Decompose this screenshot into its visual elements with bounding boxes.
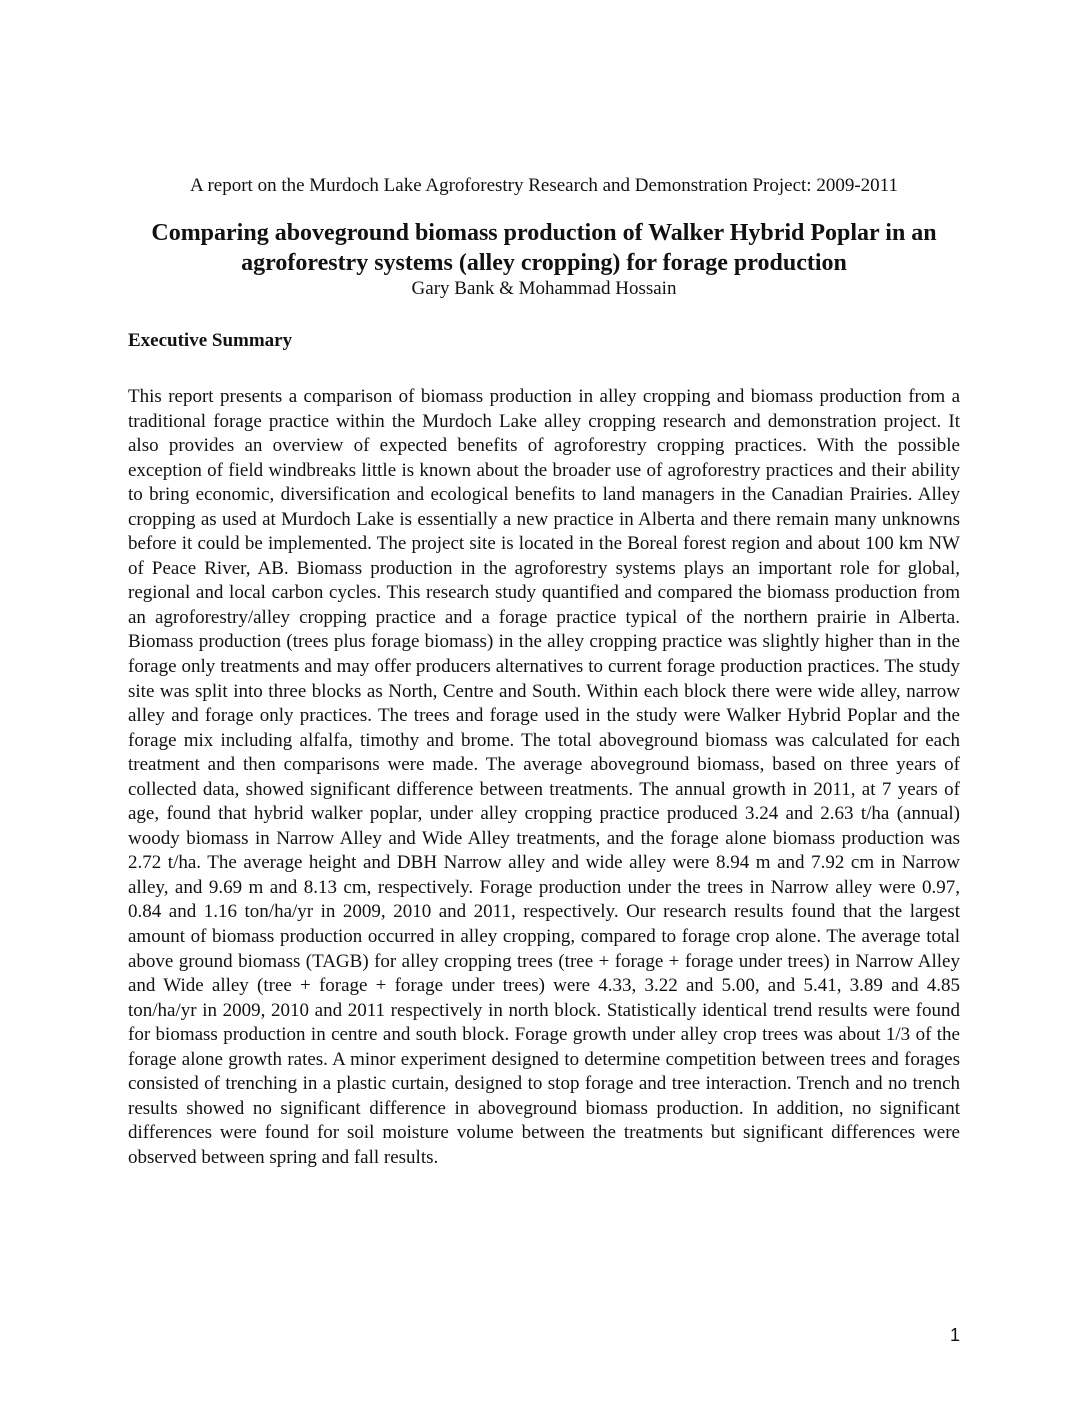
section-heading: Executive Summary [128, 330, 293, 351]
executive-summary-paragraph: This report presents a comparison of biomass production in alley cropping and biomass production from a traditional forage practice within the Murdoch Lake alley cropping research and demonstration project. It also provides an overview of expected benefits of agroforestry cropping practices. With the possible exception of field windbreaks little is known about the broader use of agroforestry practices and their ability to bring economic, diversification and ecological benefits to land managers in the Canadian Prairies. Alley cropping as used at Murdoch Lake is essentially a new practice in Alberta and there remain many unknowns before it could be implemented. The project site is located in the Boreal forest region and about 100 km NW of Peace River, AB. Biomass production in the agroforestry systems plays an important role for global, regional and local carbon cycles. This research study quantified and compared the biomass production from an agroforestry/alley cropping practice and a forage practice typical of the northern prairie in Alberta. Biomass production (trees plus forage biomass) in the alley cropping practice was slightly higher than in the forage only treatments and may offer producers alternatives to current forage production practices. The study site was split into three blocks as North, Centre and South. Within each block there were wide alley, narrow alley and forage only practices. The trees and forage used in the study were Walker Hybrid Poplar and the forage mix including alfalfa, timothy and brome. The total aboveground biomass was calculated for each treatment and then comparisons were made. The average aboveground biomass, based on three years of collected data, showed significant difference between treatments. The annual growth in 2011, at 7 years of age, found that hybrid walker poplar, under alley cropping practice produced 3.24 and 2.63 t/ha (annual) woody biomass in Narrow Alley and Wide Alley treatments, and the forage alone biomass production was 2.72 t/ha. The average height and DBH Narrow alley and wide alley were 8.94 m and 7.92 cm in Narrow alley, and 9.69 m and 8.13 cm, respectively. Forage production under the trees in Narrow alley were 0.97, 0.84 and 1.16 ton/ha/yr in 2009, 2010 and 2011, respectively. Our research results found that the largest amount of biomass production occurred in alley cropping, compared to forage crop alone. The average total above ground biomass (TAGB) for alley cropping trees (tree + forage + forage under trees) in Narrow Alley and Wide alley (tree + forage + forage under trees) were 4.33, 3.22 and 5.00, and 5.41, 3.89 and 4.85 ton/ha/yr in 2009, 2010 and 2011 respectively in north block. Statistically identical trend results were found for biomass production in centre and south block. Forage growth under alley crop trees was about 1/3 of the forage alone growth rates. A minor experiment designed to determine competition between trees and forages consisted of trenching in a plastic curtain, designed to stop forage and tree interaction. Trench and no trench results showed no significant difference in aboveground biomass production. In addition, no significant differences were found for soil moisture volume between the treatments but significant differences were observed between spring and fall results. [128, 386, 960, 1168]
page-number: 1 [949, 1325, 960, 1345]
document-title: Comparing aboveground biomass production of Walker Hybrid Poplar in an agroforestry systems (alley cropping) for forage production [151, 220, 937, 276]
report-line: A report on the Murdoch Lake Agroforestry Research and Demonstration Project: 2009-2011 [190, 175, 898, 196]
authors: Gary Bank & Mohammad Hossain [411, 278, 677, 299]
